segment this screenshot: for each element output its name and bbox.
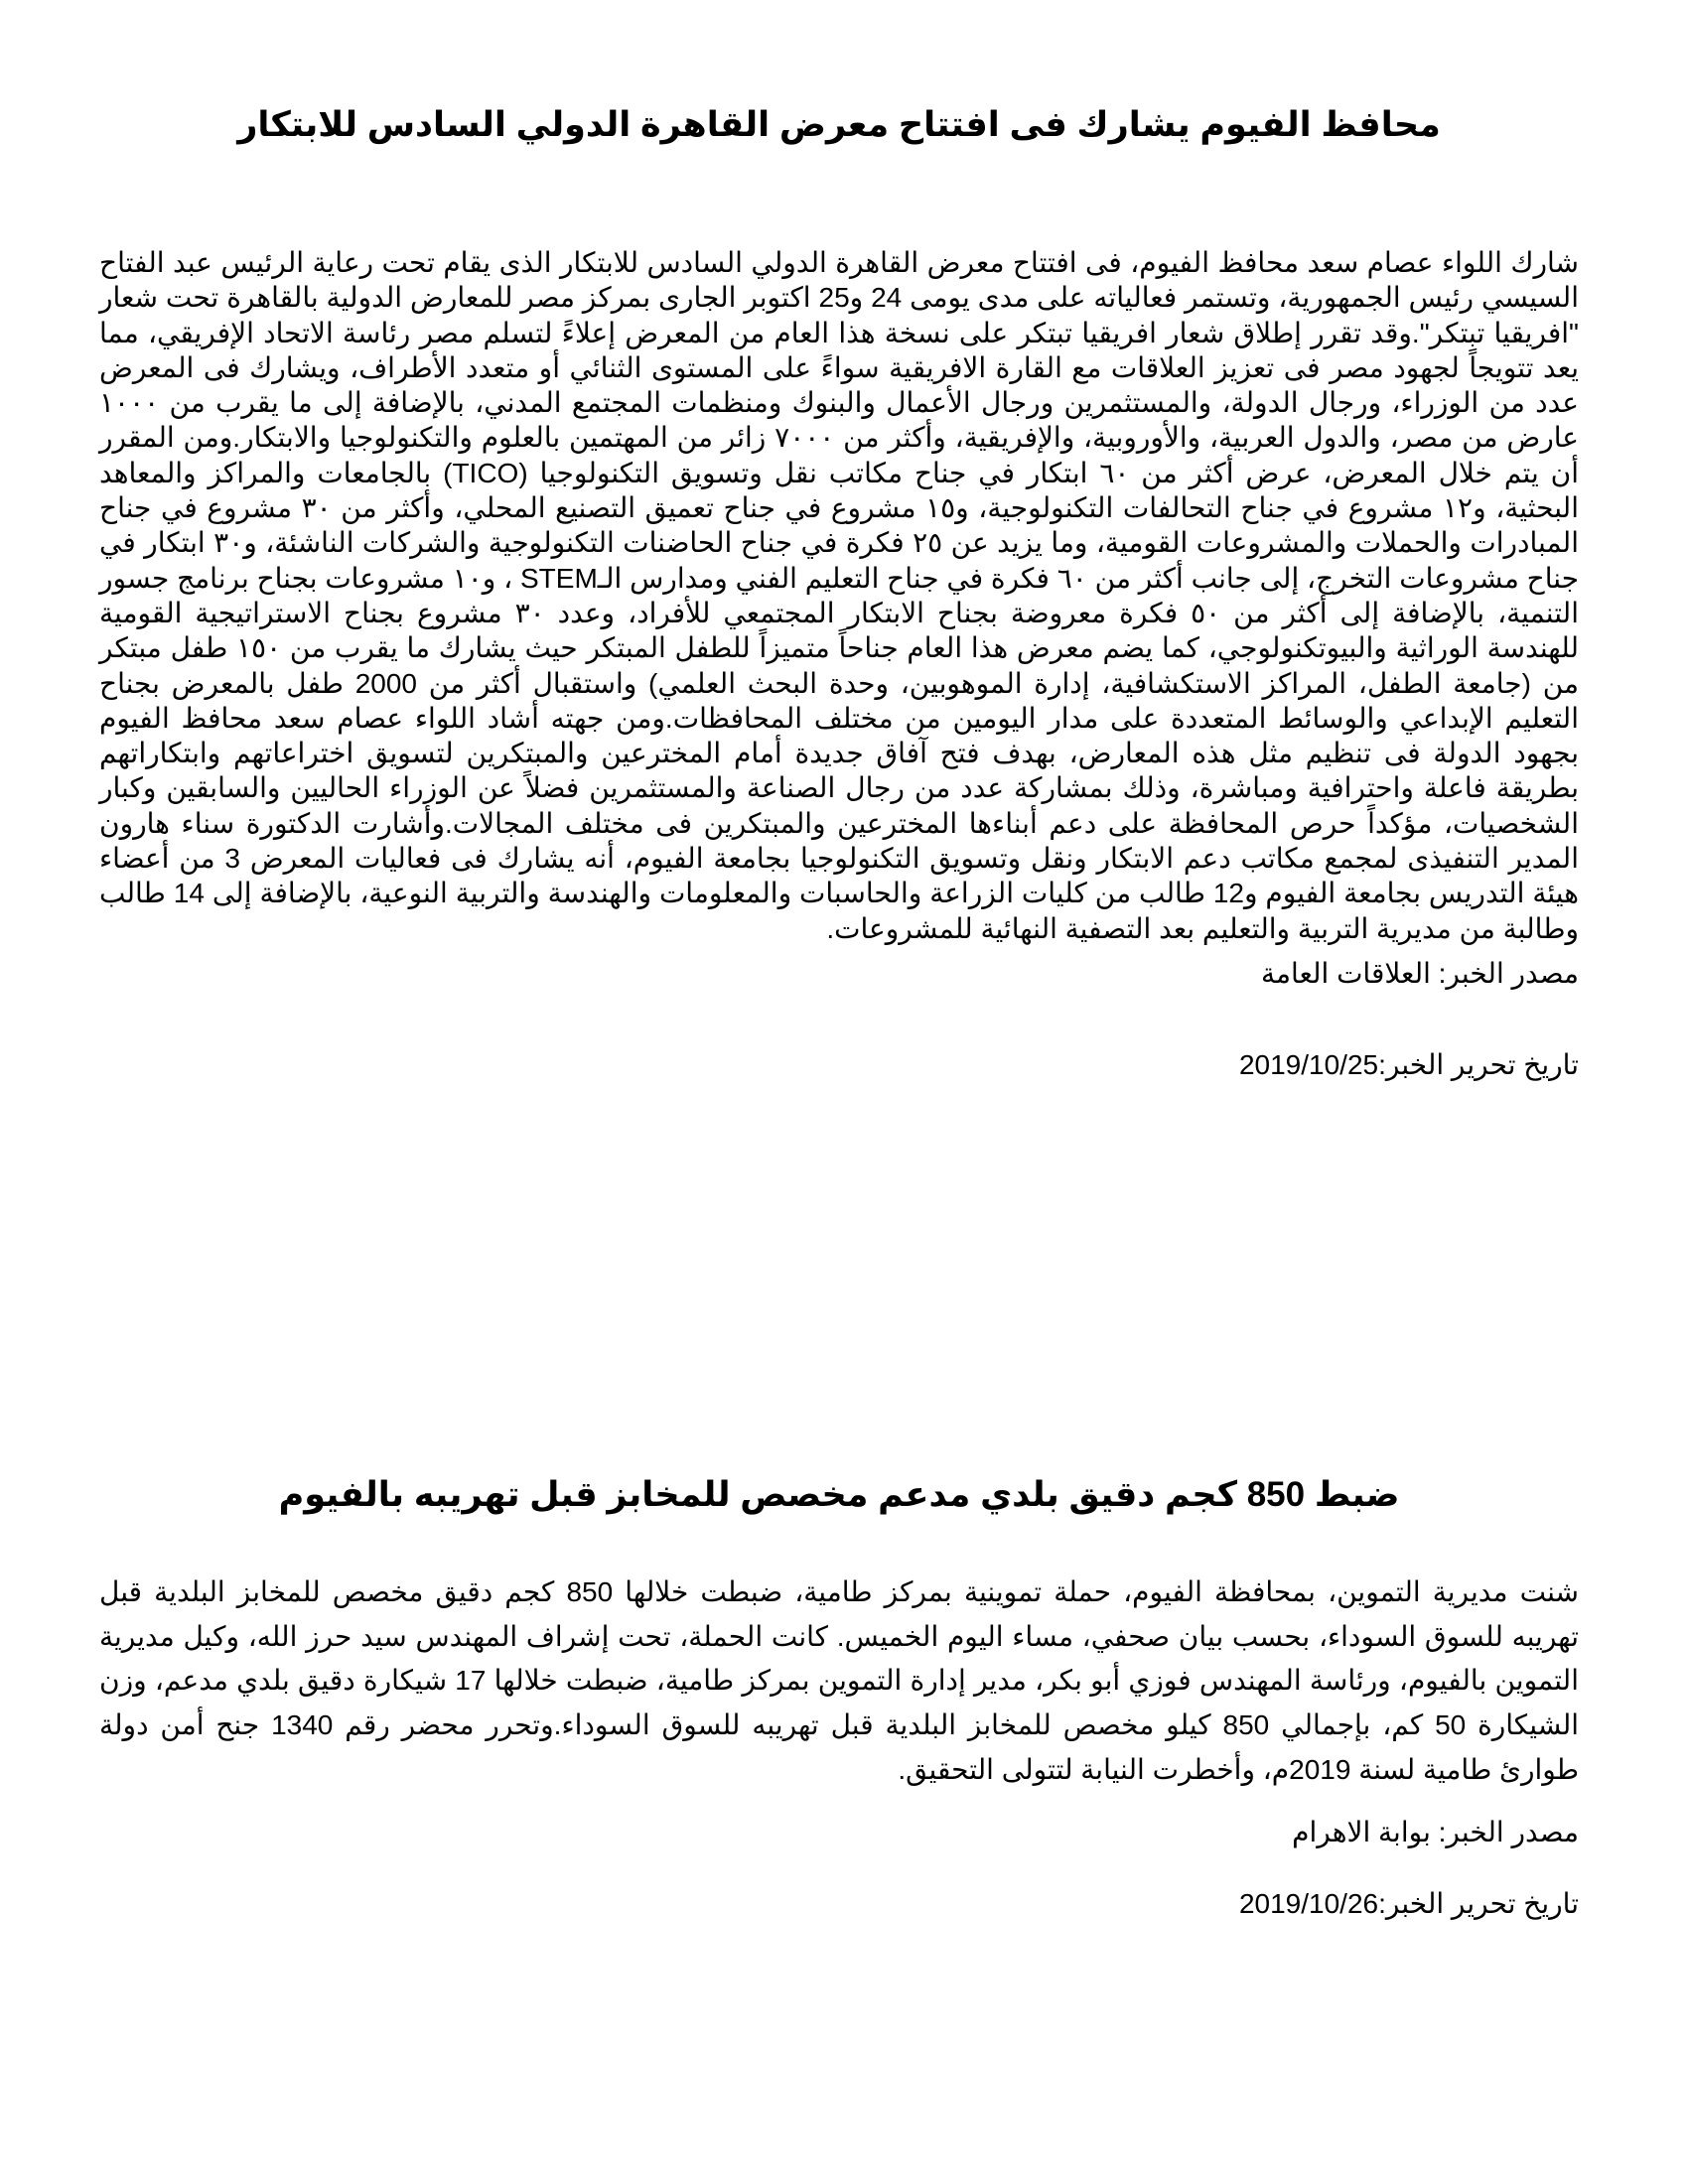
news-article [99, 99, 1579, 1085]
article-title: ضبط 850 كجم دقيق بلدي مدعم مخصص للمخابز قبل تهريبه بالفيوم [278, 1475, 1400, 1514]
article-body: شارك اللواء عصام سعد محافظ الفيوم، فى افتتاح معرض القاهرة الدولي السادس للابتكار الذى يقام تحت رعاية الرئيس عبد الفتاح السيسي رئيس الجمهورية، وتستمر فعالياته على مدى يومى 24 و25 اكتوبر الجارى بمركز مصر للمعارض الدولية بالقاهرة تحت شعار "افريقيا تبتكر".وقد تقرر إطلاق شعار افريقيا تبتكر على نسخة هذا العام من المعرض إعلاءً لتسلم مصر رئاسة الاتحاد الإفريقي، مما يعد تتويجاً لجهود مصر فى تعزيز العلاقات مع القارة الافريقية سواءً على المستوى الثنائي أو متعدد الأطراف، ويشارك فى المعرض عدد من الوزراء، ورجال الدولة، والمستثمرين ورجال الأعمال والبنوك ومنظمات المجتمع المدني، بالإضافة إلى ما يقرب من ١٠٠٠ عارض من مصر، والدول العربية، والأوروبية، والإفريقية، وأكثر من ٧٠٠٠ زائر من المهتمين بالعلوم والتكنولوجيا والابتكار.ومن المقرر أن يتم خلال المعرض، عرض أكثر من ٦٠ ابتكار في جناح مكاتب نقل وتسويق التكنولوجيا (TICO) بالجامعات والمراكز والمعاهد البحثية، و١٢ مشروع في جناح التحالفات التكنولوجية، و١٥ مشروع في جناح تعميق التصنيع المحلي، وأكثر من ٣٠ مشروع في جناح المبادرات والحملات والمشروعات القومية، وما يزيد عن ٢٥ فكرة في جناح الحاضنات التكنولوجية والشركات الناشئة، و٣٠ ابتكار في جناح مشروعات التخرج، إلى جانب أكثر من ٦٠ فكرة في جناح التعليم الفني ومدارس الـSTEM ، و١٠ مشروعات بجناح برنامج جسور التنمية، بالإضافة إلى أكثر من ٥٠ فكرة معروضة بجناح الابتكار المجتمعي للأفراد، وعدد ٣٠ مشروع بجناح الاستراتيجية القومية للهندسة الوراثية والبيوتكنولوجي، كما يضم معرض هذا العام جناحاً متميزاً للطفل المبتكر حيث يشارك ما يقرب من ١٥٠ طفل مبتكر من (جامعة الطفل، المراكز الاستكشافية، إدارة الموهوبين، وحدة البحث العلمي) واستقبال أكثر من 2000 طفل بالمعرض بجناح التعليم الإبداعي والوسائط المتعددة على مدار اليومين من مختلف المحافظات.ومن جهته أشاد اللواء عصام سعد محافظ الفيوم بجهود الدولة فى تنظيم مثل هذه المعارض، بهدف فتح آفاق جديدة أمام المخترعين والمبتكرين لتسويق اختراعاتهم وابتكاراتهم بطريقة فاعلة واحترافية ومباشرة، وذلك بمشاركة عدد من رجال الصناعة والمستثمرين فضلاً عن الوزراء الحاليين والسابقين وكبار الشخصيات، مؤكداً حرص المحافظة على دعم أبناءها المخترعين والمبتكرين فى مختلف المجالات.وأشارت الدكتورة سناء هارون المدير التنفيذى لمجمع مكاتب دعم الابتكار ونقل وتسويق التكنولوجيا بجامعة الفيوم، أنه يشارك فى فعاليات المعرض 3 من أعضاء هيئة التدريس بجامعة الفيوم و12 طالب من كليات الزراعة والحاسبات والمعلومات والهندسة والتربية النوعية، بالإضافة إلى 14 طالب وطالبة من مديرية التربية والتعليم بعد التصفية النهائية للمشروعات. [99, 247, 1580, 944]
article-source: مصدر الخبر: العلاقات العامة [1260, 957, 1579, 989]
article-source: مصدر الخبر: بوابة الاهرام [1292, 1816, 1579, 1847]
news-article [99, 1469, 1579, 1924]
article-date: تاريخ تحرير الخبر:2019/10/26 [1238, 1887, 1579, 1919]
article-title: محافظ الفيوم يشارك فى افتتاح معرض القاهرة الدولي السادس للابتكار [237, 105, 1441, 144]
article-body: شنت مديرية التموين، بمحافظة الفيوم، حملة تموينية بمركز طامية، ضبطت خلالها 850 كجم دقيق مخصص للمخابز البلدية قبل تهريبه للسوق السوداء، بحسب بيان صحفي، مساء اليوم الخميس. كانت الحملة، تحت إشراف المهندس سيد حرز الله، وكيل مديرية التموين بالفيوم، ورئاسة المهندس فوزي أبو بكر، مدير إدارة التموين بمركز طامية، ضبطت خلالها 17 شيكارة دقيق بلدي مدعم، وزن الشيكارة 50 كم، بإجمالي 850 كيلو مخصص للمخابز البلدية قبل تهريبه للسوق السوداء.وتحرر محضر رقم 1340 جنح أمن دولة طوارئ طامية لسنة 2019م، وأخطرت النيابة لتتولى التحقيق. [99, 1576, 1580, 1785]
article-date: تاريخ تحرير الخبر:2019/10/25 [1238, 1048, 1579, 1080]
